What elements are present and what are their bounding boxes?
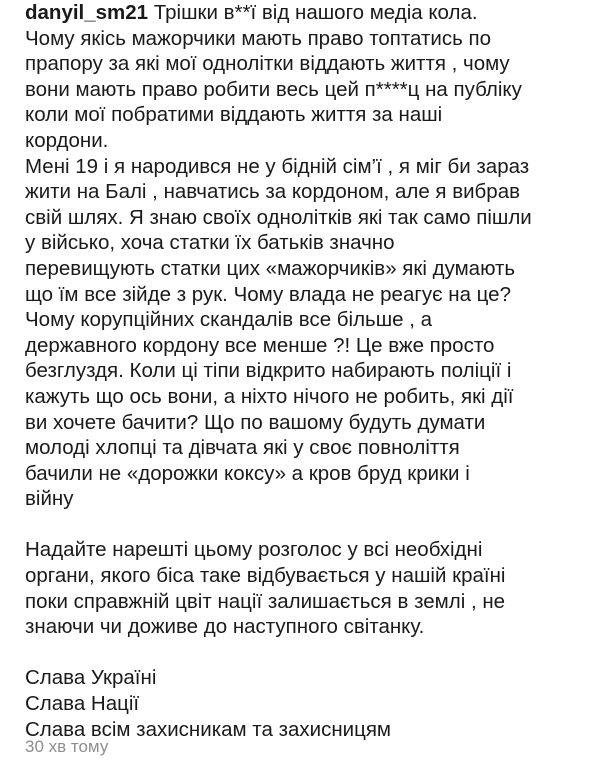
comment-line: ви хочете бачити? Що по вашому будуть думати bbox=[25, 410, 486, 434]
comment-line: Мені 19 і я народився не у бідній сім’ї , я міг би зараз bbox=[25, 154, 530, 178]
comment-line: молоді хлопці та дівчата які у своє повноліття bbox=[25, 436, 460, 460]
username-link[interactable]: danyil_sm21 bbox=[25, 1, 149, 24]
paragraph-gap bbox=[25, 512, 585, 538]
comment-line: що їм все зійде з рук. Чому влада не реагує на це? bbox=[25, 282, 511, 306]
comment-line: коли мої побратими віддають життя за наші bbox=[25, 103, 443, 127]
comment-line: кажуть що ось вони, а ніхто нічого не робить, які дії bbox=[25, 384, 514, 408]
comment-line: поки справжній цвіт нації залишається в землі , не bbox=[25, 589, 506, 613]
comment-line: Чому корупційних скандалів все більше , а bbox=[25, 308, 433, 332]
comment-line: державного кордону все менше ?! Це вже просто bbox=[25, 333, 495, 357]
comment-line: свій шлях. Я знаю своїх однолітків які так само пішли bbox=[25, 205, 532, 229]
comment-line: Слава всім захисникам та захисницям bbox=[25, 717, 392, 741]
comment-line: вони мають право робити весь цей п****ц на публіку bbox=[25, 77, 522, 101]
comment-line: у військо, хоча статки їх батьків значно bbox=[25, 231, 395, 255]
comment-line: прапору за які мої однолітки віддають життя , чому bbox=[25, 52, 510, 76]
comment-line: безглуздя. Коли ці тіпи відкрито набирають поліції і bbox=[25, 359, 512, 383]
comment-line: Слава Нації bbox=[25, 692, 140, 716]
comment-line: кордони. bbox=[25, 128, 109, 152]
comment-line: Чому якісь мажорчики мають право топтатись по bbox=[25, 26, 491, 50]
comment-body bbox=[25, 0, 585, 742]
comment-line: органи, якого біса таке відбувається у нашій країні bbox=[25, 564, 506, 588]
comment-line: жити на Балі , навчатись за кордоном, але я вибрав bbox=[25, 180, 520, 204]
comment-line: знаючи чи доживе до наступного світанку. bbox=[25, 615, 425, 639]
comment-line: Слава Україні bbox=[25, 666, 157, 690]
comment-line: перевищують статки цих «мажорчиків» які думають bbox=[25, 256, 516, 280]
comment-line: бачили не «дорожки коксу» а кров бруд крики і bbox=[25, 461, 470, 485]
comment-text: Трішки в**ї від нашого медіа кола. bbox=[153, 1, 478, 24]
comment-line: Надайте нарешті цьому розголос у всі необхідні bbox=[25, 538, 483, 562]
comment-first-line bbox=[25, 0, 585, 26]
comment-line: війну bbox=[25, 487, 74, 511]
comment-timestamp: 30 хв тому bbox=[25, 737, 109, 756]
paragraph-gap bbox=[25, 640, 585, 666]
